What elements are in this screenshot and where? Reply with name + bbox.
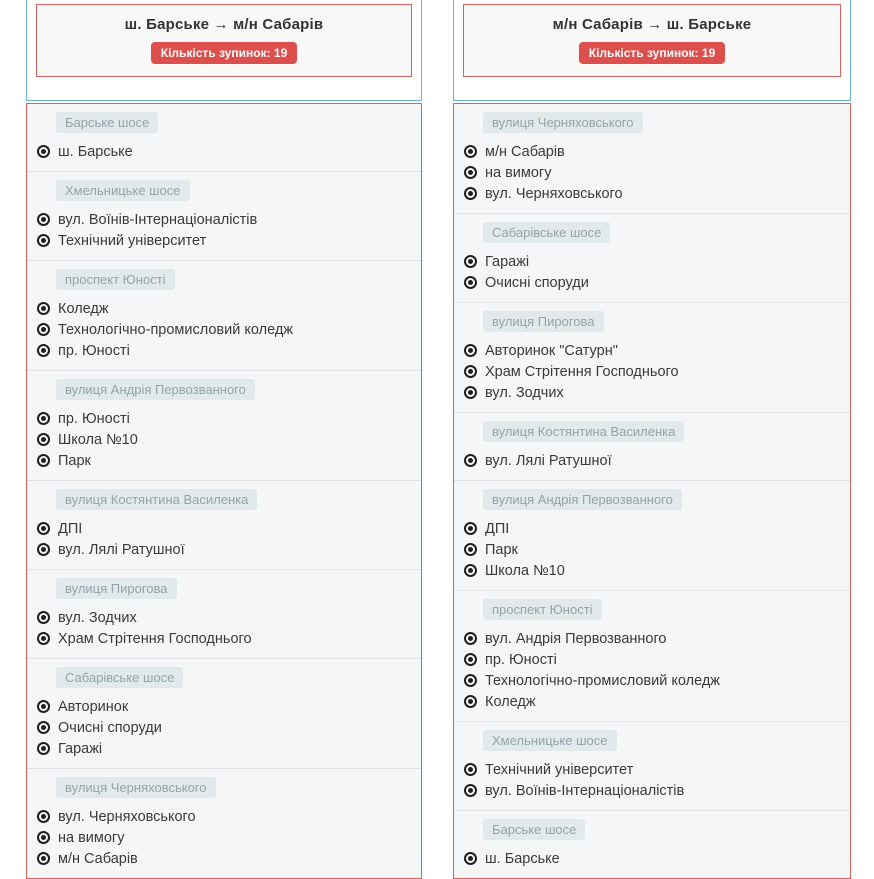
stop-row [37, 230, 411, 251]
stop-name: Технічний університет [485, 761, 634, 778]
route-header-panel-backward [453, 0, 851, 101]
street-name-badge: проспект Юності [56, 269, 175, 290]
stop-name: Авторинок "Сатурн" [485, 342, 618, 359]
street-section [454, 213, 850, 302]
stop-row [37, 738, 411, 759]
street-name-badge: вулиця Андрія Первозванного [483, 489, 682, 510]
stop-dot-circle-icon [37, 412, 50, 425]
street-name-badge: Хмельницьке шосе [483, 730, 617, 751]
street-section [454, 104, 850, 213]
stop-dot-circle-icon [37, 852, 50, 865]
street-name-badge: проспект Юності [483, 599, 602, 620]
stop-row [464, 780, 840, 801]
stop-name: Коледж [58, 300, 109, 317]
stop-dot-circle-icon [464, 852, 477, 865]
stop-name: ДПІ [58, 520, 83, 537]
stop-name: ш. Барське [58, 143, 133, 160]
street-name-badge: вулиця Костянтина Василенка [483, 421, 684, 442]
stops-count-badge-forward: Кількість зупинок: 19 [151, 42, 298, 64]
stop-dot-circle-icon [37, 344, 50, 357]
stop-name: на вимогу [58, 829, 125, 846]
stop-dot-circle-icon [37, 611, 50, 624]
stop-name: вул. Андрія Первозванного [485, 630, 667, 647]
stop-name: ш. Барське [485, 850, 560, 867]
stop-dot-circle-icon [464, 145, 477, 158]
street-section [27, 480, 421, 569]
stop-dot-circle-icon [37, 213, 50, 226]
stop-dot-circle-icon [464, 695, 477, 708]
stop-row [464, 272, 840, 293]
stop-dot-circle-icon [37, 742, 50, 755]
stop-name: пр. Юності [58, 410, 130, 427]
stop-dot-circle-icon [464, 166, 477, 179]
stop-name: пр. Юності [485, 651, 557, 668]
stop-dot-circle-icon [37, 831, 50, 844]
stop-row [464, 628, 840, 649]
street-section [454, 412, 850, 480]
stop-dot-circle-icon [464, 674, 477, 687]
street-name-badge: вулиця Черняховського [56, 777, 216, 798]
street-name-badge: Барське шосе [483, 819, 585, 840]
stop-row [464, 141, 840, 162]
street-section [27, 370, 421, 480]
stop-name: Технологічно-промисловий коледж [485, 672, 720, 689]
stop-dot-circle-icon [37, 810, 50, 823]
stop-row [464, 340, 840, 361]
stop-dot-circle-icon [464, 365, 477, 378]
stop-row [464, 361, 840, 382]
stop-name: Парк [485, 541, 518, 558]
stop-dot-circle-icon [37, 323, 50, 336]
stop-row [37, 518, 411, 539]
stop-row [37, 340, 411, 361]
stop-row [464, 539, 840, 560]
stop-dot-circle-icon [37, 145, 50, 158]
stop-name: Школа №10 [485, 562, 565, 579]
stop-name: вул. Воїнів-Інтернаціоналістів [58, 211, 258, 228]
stop-name: Парк [58, 452, 91, 469]
street-section [454, 810, 850, 878]
route-header-forward [36, 4, 412, 77]
route-header-backward [463, 4, 841, 77]
stop-dot-circle-icon [37, 234, 50, 247]
route-column-forward [26, 0, 422, 879]
stop-dot-circle-icon [464, 386, 477, 399]
stop-row [464, 649, 840, 670]
stop-dot-circle-icon [37, 454, 50, 467]
stop-name: Храм Стрітення Господнього [485, 363, 679, 380]
stop-row [464, 450, 840, 471]
stop-row [464, 162, 840, 183]
street-name-badge: Хмельницьке шосе [56, 180, 190, 201]
stop-dot-circle-icon [464, 276, 477, 289]
stop-dot-circle-icon [464, 543, 477, 556]
street-section [454, 721, 850, 810]
street-name-badge: Барське шосе [56, 112, 158, 133]
stop-row [464, 382, 840, 403]
stop-row [37, 827, 411, 848]
stop-name: на вимогу [485, 164, 552, 181]
stop-dot-circle-icon [464, 255, 477, 268]
stop-row [464, 759, 840, 780]
stop-name: Очисні споруди [58, 719, 162, 736]
stop-name: Храм Стрітення Господнього [58, 630, 252, 647]
stop-dot-circle-icon [464, 187, 477, 200]
stop-row [37, 408, 411, 429]
stop-row [464, 183, 840, 204]
stop-row [37, 298, 411, 319]
stop-dot-circle-icon [464, 344, 477, 357]
stop-row [37, 319, 411, 340]
stop-row [37, 539, 411, 560]
street-section [454, 302, 850, 412]
stop-dot-circle-icon [464, 454, 477, 467]
stop-dot-circle-icon [37, 543, 50, 556]
street-section [27, 104, 421, 171]
stop-name: м/н Сабарів [58, 850, 138, 867]
stop-name: Технологічно-промисловий коледж [58, 321, 293, 338]
stop-row [464, 848, 840, 869]
stop-dot-circle-icon [464, 763, 477, 776]
stop-name: Технічний університет [58, 232, 207, 249]
stop-name: Авторинок [58, 698, 129, 715]
stop-name: Коледж [485, 693, 536, 710]
street-name-badge: Сабарівське шосе [483, 222, 610, 243]
stop-dot-circle-icon [464, 632, 477, 645]
stop-name: Гаражі [58, 740, 103, 757]
stop-row [37, 696, 411, 717]
stop-row [37, 607, 411, 628]
street-name-badge: вулиця Пирогова [56, 578, 177, 599]
street-section [454, 480, 850, 590]
stop-name: м/н Сабарів [485, 143, 565, 160]
stop-dot-circle-icon [37, 700, 50, 713]
stop-dot-circle-icon [37, 632, 50, 645]
stop-dot-circle-icon [464, 784, 477, 797]
stop-name: вул. Черняховського [58, 808, 196, 825]
stop-name: вул. Лялі Ратушної [58, 541, 185, 558]
stop-dot-circle-icon [37, 302, 50, 315]
stop-name: вул. Зодчих [485, 384, 564, 401]
stop-name: вул. Воїнів-Інтернаціоналістів [485, 782, 685, 799]
route-header-panel-forward [26, 0, 422, 101]
stop-name: Школа №10 [58, 431, 138, 448]
street-section [27, 569, 421, 658]
street-section [27, 768, 421, 878]
stop-dot-circle-icon [464, 564, 477, 577]
route-title-forward: ш. Барське → м/н Сабарів [124, 16, 324, 33]
stop-name: ДПІ [485, 520, 510, 537]
street-section [27, 658, 421, 768]
stop-name: пр. Юності [58, 342, 130, 359]
stop-name: вул. Черняховського [485, 185, 623, 202]
route-title-backward: м/н Сабарів → ш. Барське [552, 16, 752, 33]
stop-row [37, 717, 411, 738]
stop-row [464, 251, 840, 272]
stop-dot-circle-icon [464, 653, 477, 666]
stop-name: Гаражі [485, 253, 530, 270]
stop-dot-circle-icon [464, 522, 477, 535]
stop-row [464, 691, 840, 712]
stop-row [37, 141, 411, 162]
stop-name: вул. Зодчих [58, 609, 137, 626]
stop-dot-circle-icon [37, 522, 50, 535]
stop-dot-circle-icon [37, 433, 50, 446]
street-section [27, 171, 421, 260]
stop-dot-circle-icon [37, 721, 50, 734]
stop-row [464, 670, 840, 691]
stop-name: Очисні споруди [485, 274, 589, 291]
stop-row [37, 628, 411, 649]
street-name-badge: вулиця Андрія Первозванного [56, 379, 255, 400]
stop-row [37, 806, 411, 827]
street-section [454, 590, 850, 721]
route-column-backward [453, 0, 851, 879]
street-name-badge: вулиця Костянтина Василенка [56, 489, 257, 510]
street-name-badge: Сабарівське шосе [56, 667, 183, 688]
stops-count-badge-backward: Кількість зупинок: 19 [579, 42, 726, 64]
street-name-badge: вулиця Пирогова [483, 311, 604, 332]
stop-row [37, 429, 411, 450]
stop-name: вул. Лялі Ратушної [485, 452, 612, 469]
street-name-badge: вулиця Черняховського [483, 112, 643, 133]
stop-row [37, 450, 411, 471]
stop-row [37, 848, 411, 869]
street-section [27, 260, 421, 370]
stop-row [37, 209, 411, 230]
stop-row [464, 518, 840, 539]
stops-panel-backward [453, 103, 851, 879]
stop-row [464, 560, 840, 581]
stops-panel-forward [26, 103, 422, 879]
